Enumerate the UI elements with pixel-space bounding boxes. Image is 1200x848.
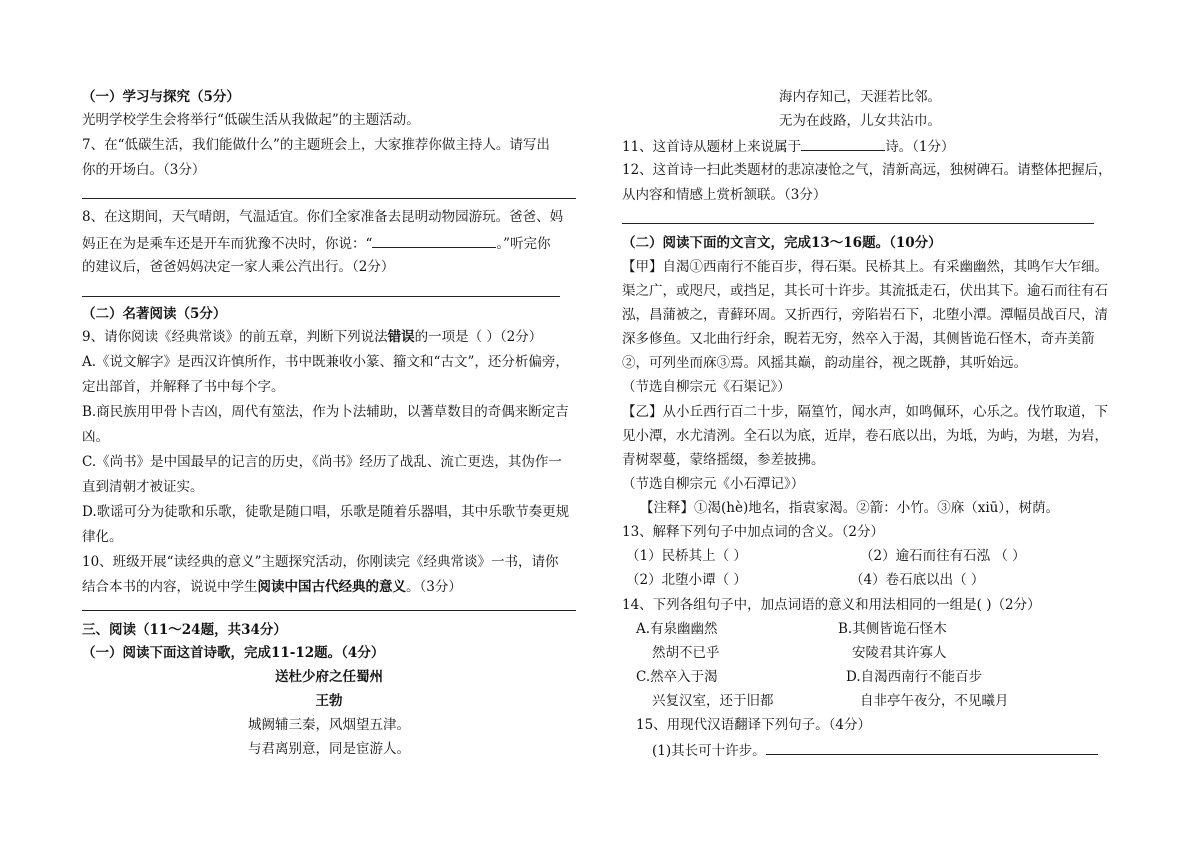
- passage-jia-line-3: 泓，昌蒲被之，青藓环周。又折西行，旁陷岩石下，北堕小潭。潭幅员战百尺，清: [622, 307, 1108, 323]
- passage-jia-line-4: 深多修鱼。又北曲行纡余，睨若无穷，然卒入于渴，其侧皆诡石怪木，奇卉美箭: [622, 331, 1095, 347]
- poem-line-3: 海内存知己，天涯若比邻。: [779, 89, 941, 105]
- option-9d-line-2: 律化。: [82, 529, 123, 545]
- option-9b-line-2: 凶。: [82, 429, 109, 445]
- poem-author: 王勃: [315, 693, 343, 709]
- question-15-item-1: [652, 740, 1098, 760]
- question-7-line-1: 7、在“低碳生活，我们能做什么”的主题班会上，大家推荐你做主持人。请写出: [82, 137, 550, 153]
- question-15-item-1-text: (1)其长可十许步。: [652, 743, 766, 759]
- answer-blank-q15-1[interactable]: [766, 740, 1098, 755]
- question-13-item-4: （4）卷石底以出（ ）: [850, 572, 985, 588]
- activity-intro: 光明学校学生会将举行“低碳生活从我做起”的主题活动。: [82, 112, 420, 128]
- option-14a-line-2: 然胡不已乎: [652, 645, 720, 661]
- option-9c-line-1: C.《尚书》是中国最早的记言的历史，《尚书》经历了战乱、流亡更迭，其伪作一: [82, 454, 562, 470]
- question-11-text-b: 诗。（1分）: [885, 139, 955, 155]
- question-8-line-2: [82, 233, 551, 253]
- question-10-text-b: 。（3分）: [406, 579, 462, 595]
- classical-text-heading: （二）阅读下面的文言文，完成13～16题。（10分）: [622, 235, 942, 251]
- question-9-text-a: 9、请你阅读《经典常谈》的前五章，判断下列说法: [82, 329, 388, 345]
- question-13: 13、解释下列句子中加点词的含义。（2分）: [622, 524, 885, 540]
- question-13-item-3: （2）北堕小谭（ ）: [626, 572, 747, 588]
- option-14d-line-2: 自非亭午夜分，不见曦月: [860, 693, 1009, 709]
- question-13-item-1: （1）民桥其上（ ）: [626, 548, 747, 564]
- question-11-text-a: 11、这首诗从题材上来说属于: [622, 139, 802, 155]
- question-11: [622, 136, 955, 156]
- question-10-emphasis: 阅读中国古代经典的意义: [257, 579, 406, 595]
- annotation-notes: 【注释】①渴(hè)地名，指袁家渴。②箭：小竹。③庥（xiū），树荫。: [640, 500, 1060, 516]
- option-9a-line-2: 定出部首，并解释了书中每个字。: [82, 379, 285, 395]
- question-9: [82, 328, 542, 346]
- answer-blank-q11[interactable]: [801, 136, 885, 151]
- section-heading-classics: （二）名著阅读（5分）: [82, 306, 227, 322]
- option-14c-line-1: C.然卒入于渴: [636, 669, 718, 685]
- option-9d-line-1: D.歌谣可分为徒歌和乐歌，徒歌是随口唱，乐歌是随着乐器唱，其中乐歌节奏更规: [82, 504, 570, 520]
- question-14: 14、下列各组句子中，加点词语的意义和用法相同的一组是( )（2分）: [622, 597, 1041, 613]
- section-heading-reading: 三、阅读（11～24题，共34分）: [82, 622, 287, 638]
- poem-line-2: 与君离别意，同是宦游人。: [248, 741, 410, 757]
- option-9c-line-2: 直到清朝才被证实。: [82, 479, 204, 495]
- question-15: 15、用现代汉语翻译下列句子。（4分）: [636, 717, 872, 733]
- option-14a-line-1: A.有泉幽幽然: [636, 621, 718, 637]
- question-10-line-1: 10、班级开展“读经典的意义”主题探究活动，你刚读完《经典常谈》一书，请你: [82, 554, 559, 570]
- passage-jia-source: （节选自柳宗元《石渠记》）: [622, 379, 791, 395]
- option-9a-line-1: A.《说文解字》是西汉许慎所作，书中既兼收小篆、籀文和“古文”，还分析偏旁，: [82, 354, 569, 370]
- question-9-emphasis: 错误: [387, 329, 415, 345]
- poem-line-1: 城阙辅三秦，风烟望五津。: [248, 717, 410, 733]
- question-12-line-2: 从内容和情感上赏析颔联。（3分）: [622, 187, 827, 203]
- question-10-line-2: [82, 578, 462, 596]
- question-13-item-2: （2）逾石而往有石泓 （ ）: [860, 548, 1026, 564]
- answer-line-q7[interactable]: [82, 198, 576, 199]
- option-14b-line-1: B.其侧皆诡石怪木: [838, 621, 947, 637]
- question-10-text-a: 结合本书的内容，说说中学生: [82, 579, 258, 595]
- question-9-text-b: 的一项是（ ）（2分）: [414, 329, 543, 345]
- option-9b-line-1: B.商民族用甲骨卜吉凶，周代有筮法，作为卜法辅助，以蓍草数目的奇偶来断定吉: [82, 404, 569, 420]
- poem-title: 送杜少府之任蜀州: [275, 669, 383, 685]
- answer-blank-q8[interactable]: [372, 233, 496, 248]
- poem-line-4: 无为在歧路，儿女共沾巾。: [779, 113, 941, 129]
- question-8-text-a: 妈正在为是乘车还是开车而犹豫不决时，你说：“: [82, 236, 373, 252]
- question-12-line-1: 12、这首诗一扫此类题材的悲凉凄怆之气，清新高远，独树碑石。请整体把握后，: [622, 162, 1112, 178]
- question-8-text-b: 。”听完你: [496, 236, 551, 252]
- passage-yi-line-2: 见小潭，水尤清洌。全石以为底，近岸，卷石底以出，为坻，为屿，为堪，为岩，: [622, 428, 1108, 444]
- option-14b-line-2: 安陵君其许寡人: [852, 645, 947, 661]
- question-7-line-2: 你的开场白。（3分）: [82, 162, 206, 178]
- answer-line-q10[interactable]: [82, 610, 576, 611]
- passage-yi-line-3: 青树翠蔓，蒙络摇缀，参差披拂。: [622, 452, 825, 468]
- question-8-line-3: 的建议后，爸爸妈妈决定一家人乘公汽出行。（2分）: [82, 259, 395, 275]
- answer-line-q12[interactable]: [622, 223, 1094, 224]
- answer-line-q8[interactable]: [82, 296, 560, 297]
- passage-yi-source: （节选自柳宗元《小石潭记》）: [622, 476, 805, 492]
- passage-jia-line-1: 【甲】自渴①西南行不能百步，得石渠。民桥其上。有采幽幽然，其鸣乍大乍细。: [622, 259, 1108, 275]
- question-8-line-1: 8、在这期间，天气晴朗，气温适宜。你们全家准备去昆明动物园游玩。爸爸、妈: [82, 209, 564, 225]
- option-14c-line-2: 兴复汉室，还于旧都: [652, 693, 774, 709]
- option-14d-line-1: D.自渴西南行不能百步: [846, 669, 983, 685]
- section-heading-study: （一）学习与探究（5分）: [82, 89, 240, 105]
- poem-subheading: （一）阅读下面这首诗歌，完成11-12题。（4分）: [82, 645, 385, 661]
- passage-yi-line-1: 【乙】从小丘西行百二十步，隔篁竹，闻水声，如鸣佩环，心乐之。伐竹取道，下: [622, 404, 1108, 420]
- passage-jia-line-2: 渠之广，或咫尺，或挡足，其长可十许步。其流抵走石，伏出其下。逾石而往有石: [622, 283, 1108, 299]
- passage-jia-line-5: ②，可列坐而庥③焉。风摇其巅，韵动崖谷，视之既静，其听始远。: [622, 355, 1027, 371]
